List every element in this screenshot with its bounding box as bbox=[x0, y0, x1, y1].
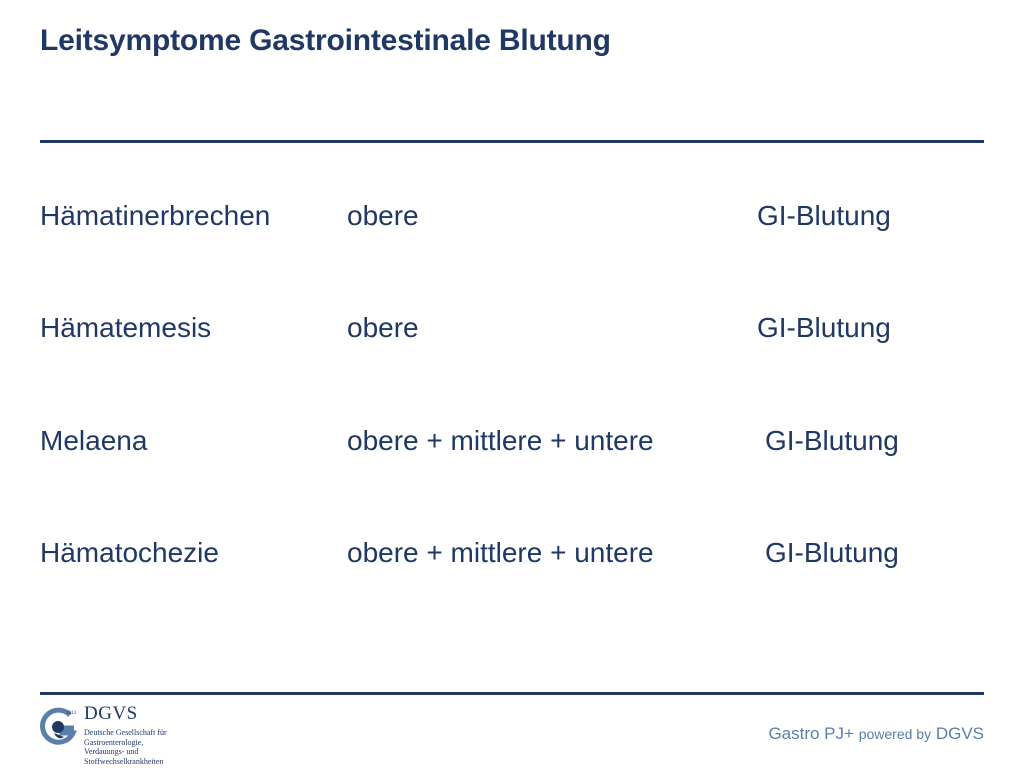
symptom-row bbox=[0, 312, 1024, 352]
dgvs-emblem-icon bbox=[40, 707, 78, 747]
symptom-label: Hämatemesis bbox=[40, 312, 212, 343]
title-divider bbox=[40, 140, 984, 143]
logo-subtitle-line: Stoffwechselkrankheiten bbox=[84, 756, 164, 766]
logo-name: DGVS bbox=[84, 703, 138, 724]
bleeding-location: obere + mittlere + untere bbox=[347, 537, 654, 568]
footer-brand bbox=[768, 724, 984, 744]
slide-title: Leitsymptome Gastrointestinale Blutung bbox=[40, 24, 611, 57]
logo-year: 1913 bbox=[66, 711, 76, 716]
symptom-row bbox=[0, 537, 1024, 577]
logo-subtitle bbox=[84, 728, 204, 766]
logo-subtitle-line: Deutsche Gesellschaft für bbox=[84, 728, 167, 737]
logo-subtitle-line: Gastroenterologie, bbox=[84, 737, 144, 747]
bleeding-location: obere + mittlere + untere bbox=[347, 425, 654, 456]
bleeding-type: GI-Blutung bbox=[765, 537, 899, 568]
bleeding-location: obere bbox=[347, 200, 419, 231]
footer-brand-name: Gastro PJ+ bbox=[768, 724, 854, 743]
symptom-row bbox=[0, 200, 1024, 240]
footer-divider bbox=[40, 692, 984, 695]
dgvs-logo bbox=[40, 703, 180, 765]
logo-subtitle-line: Verdauungs- und bbox=[84, 747, 139, 756]
bleeding-location: obere bbox=[347, 312, 419, 343]
footer-powered-by: powered by bbox=[858, 726, 932, 742]
bleeding-type: GI-Blutung bbox=[757, 312, 891, 343]
symptom-label: Hämatochezie bbox=[40, 537, 219, 568]
bleeding-type: GI-Blutung bbox=[757, 200, 891, 231]
bleeding-type: GI-Blutung bbox=[765, 425, 899, 456]
footer-org: DGVS bbox=[935, 724, 984, 743]
symptom-label: Melaena bbox=[40, 425, 148, 456]
symptom-row bbox=[0, 425, 1024, 465]
symptom-label: Hämatinerbrechen bbox=[40, 200, 271, 231]
